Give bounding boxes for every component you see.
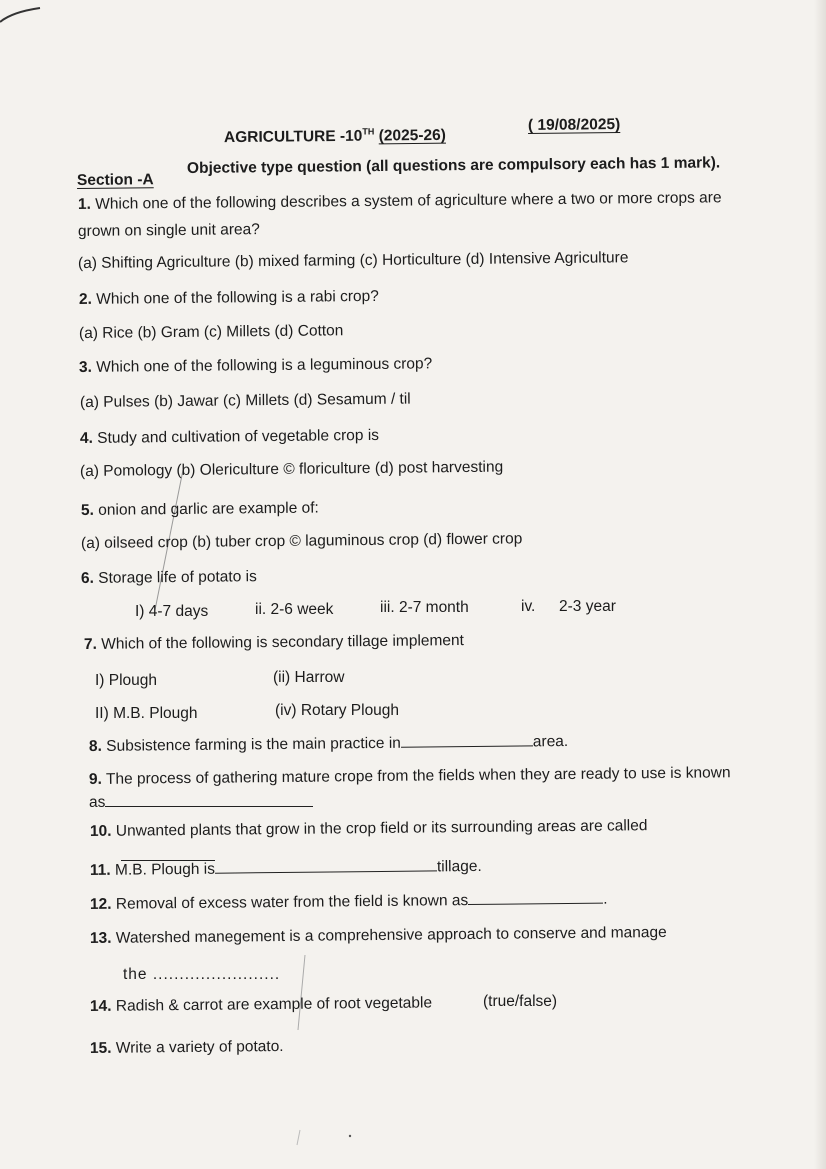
question-7: 7. Which of the following is secondary tillage implement [83, 632, 465, 653]
question-1-options: (a) Shifting Agriculture (b) mixed farming (c) Horticulture (d) Intensive Agriculture [77, 249, 629, 272]
question-15: 15. Write a variety of potato. [89, 1037, 284, 1057]
question-6-option-3: iii. 2-7 month [380, 599, 469, 616]
question-5: 5. onion and garlic are example of: [80, 499, 319, 519]
ink-dot [349, 1135, 351, 1137]
section-label: Section -A [76, 171, 154, 189]
answer-blank[interactable] [401, 744, 533, 747]
question-12: 12. Removal of excess water from the field is known as . [89, 890, 608, 913]
question-2: 2. Which one of the following is a rabi crop? [78, 287, 379, 308]
question-14: 14. Radish & carrot are example of root vegetable [89, 994, 433, 1015]
question-1-line2: grown on single unit area? [77, 221, 260, 240]
question-6-option-2: ii. 2-6 week [255, 601, 334, 618]
question-4: 4. Study and cultivation of vegetable crop is [79, 426, 380, 447]
question-5-options: (a) oilseed crop (b) tuber crop © laguminous crop (d) flower crop [80, 530, 523, 552]
question-7-option-3: II) M.B. Plough [95, 705, 198, 722]
question-7-option-4: (iv) Rotary Plough [275, 702, 400, 719]
question-14-true-false: (true/false) [483, 993, 558, 1010]
question-6-option-4-num: iv. [521, 598, 536, 615]
question-9-line2: as [89, 794, 313, 812]
question-3: 3. Which one of the following is a leguminous crop? [78, 355, 433, 376]
question-4-options: (a) Pomology (b) Olericulture © floriculture (d) post harvesting [79, 458, 504, 480]
answer-blank[interactable] [215, 869, 437, 873]
page-edge-shadow [814, 0, 826, 1169]
question-6-option-4: 2-3 year [559, 598, 616, 615]
question-13-line2: the ........................ [123, 966, 281, 983]
question-10: 10. Unwanted plants that grow in the crop field or its surrounding areas are called [89, 817, 648, 840]
question-3-options: (a) Pulses (b) Jawar (c) Millets (d) Sesamum / til [79, 390, 411, 411]
answer-blank[interactable] [105, 805, 313, 807]
question-6: 6. Storage life of potato is [80, 568, 257, 587]
corner-mark [0, 8, 40, 22]
question-1: 1. Which one of the following describes a system of agriculture where a two or more crops are [77, 189, 722, 213]
exam-title: AGRICULTURE -10TH (2025-26) [223, 126, 446, 147]
pen-stroke-mark [298, 955, 305, 1030]
question-9: 9. The process of gathering mature crope from the fields when they are ready to use is known [88, 764, 731, 788]
question-7-option-2: (ii) Harrow [273, 669, 345, 686]
question-6-option-1: I) 4-7 days [135, 603, 209, 620]
section-instruction: Objective type question (all questions are compulsory each has 1 mark). [186, 154, 721, 177]
question-13: 13. Watershed manegement is a comprehensive approach to conserve and manage [89, 923, 667, 947]
question-7-option-1: I) Plough [95, 672, 158, 689]
exam-date: ( 19/08/2025) [527, 116, 621, 134]
question-11: 11. M.B. Plough is tillage. [89, 857, 482, 879]
answer-blank[interactable] [468, 902, 603, 905]
question-2-options: (a) Rice (b) Gram (c) Millets (d) Cotton [78, 322, 344, 342]
pen-stroke-mark [297, 1130, 300, 1145]
question-8: 8. Subsistence farming is the main practice in area. [88, 732, 569, 755]
